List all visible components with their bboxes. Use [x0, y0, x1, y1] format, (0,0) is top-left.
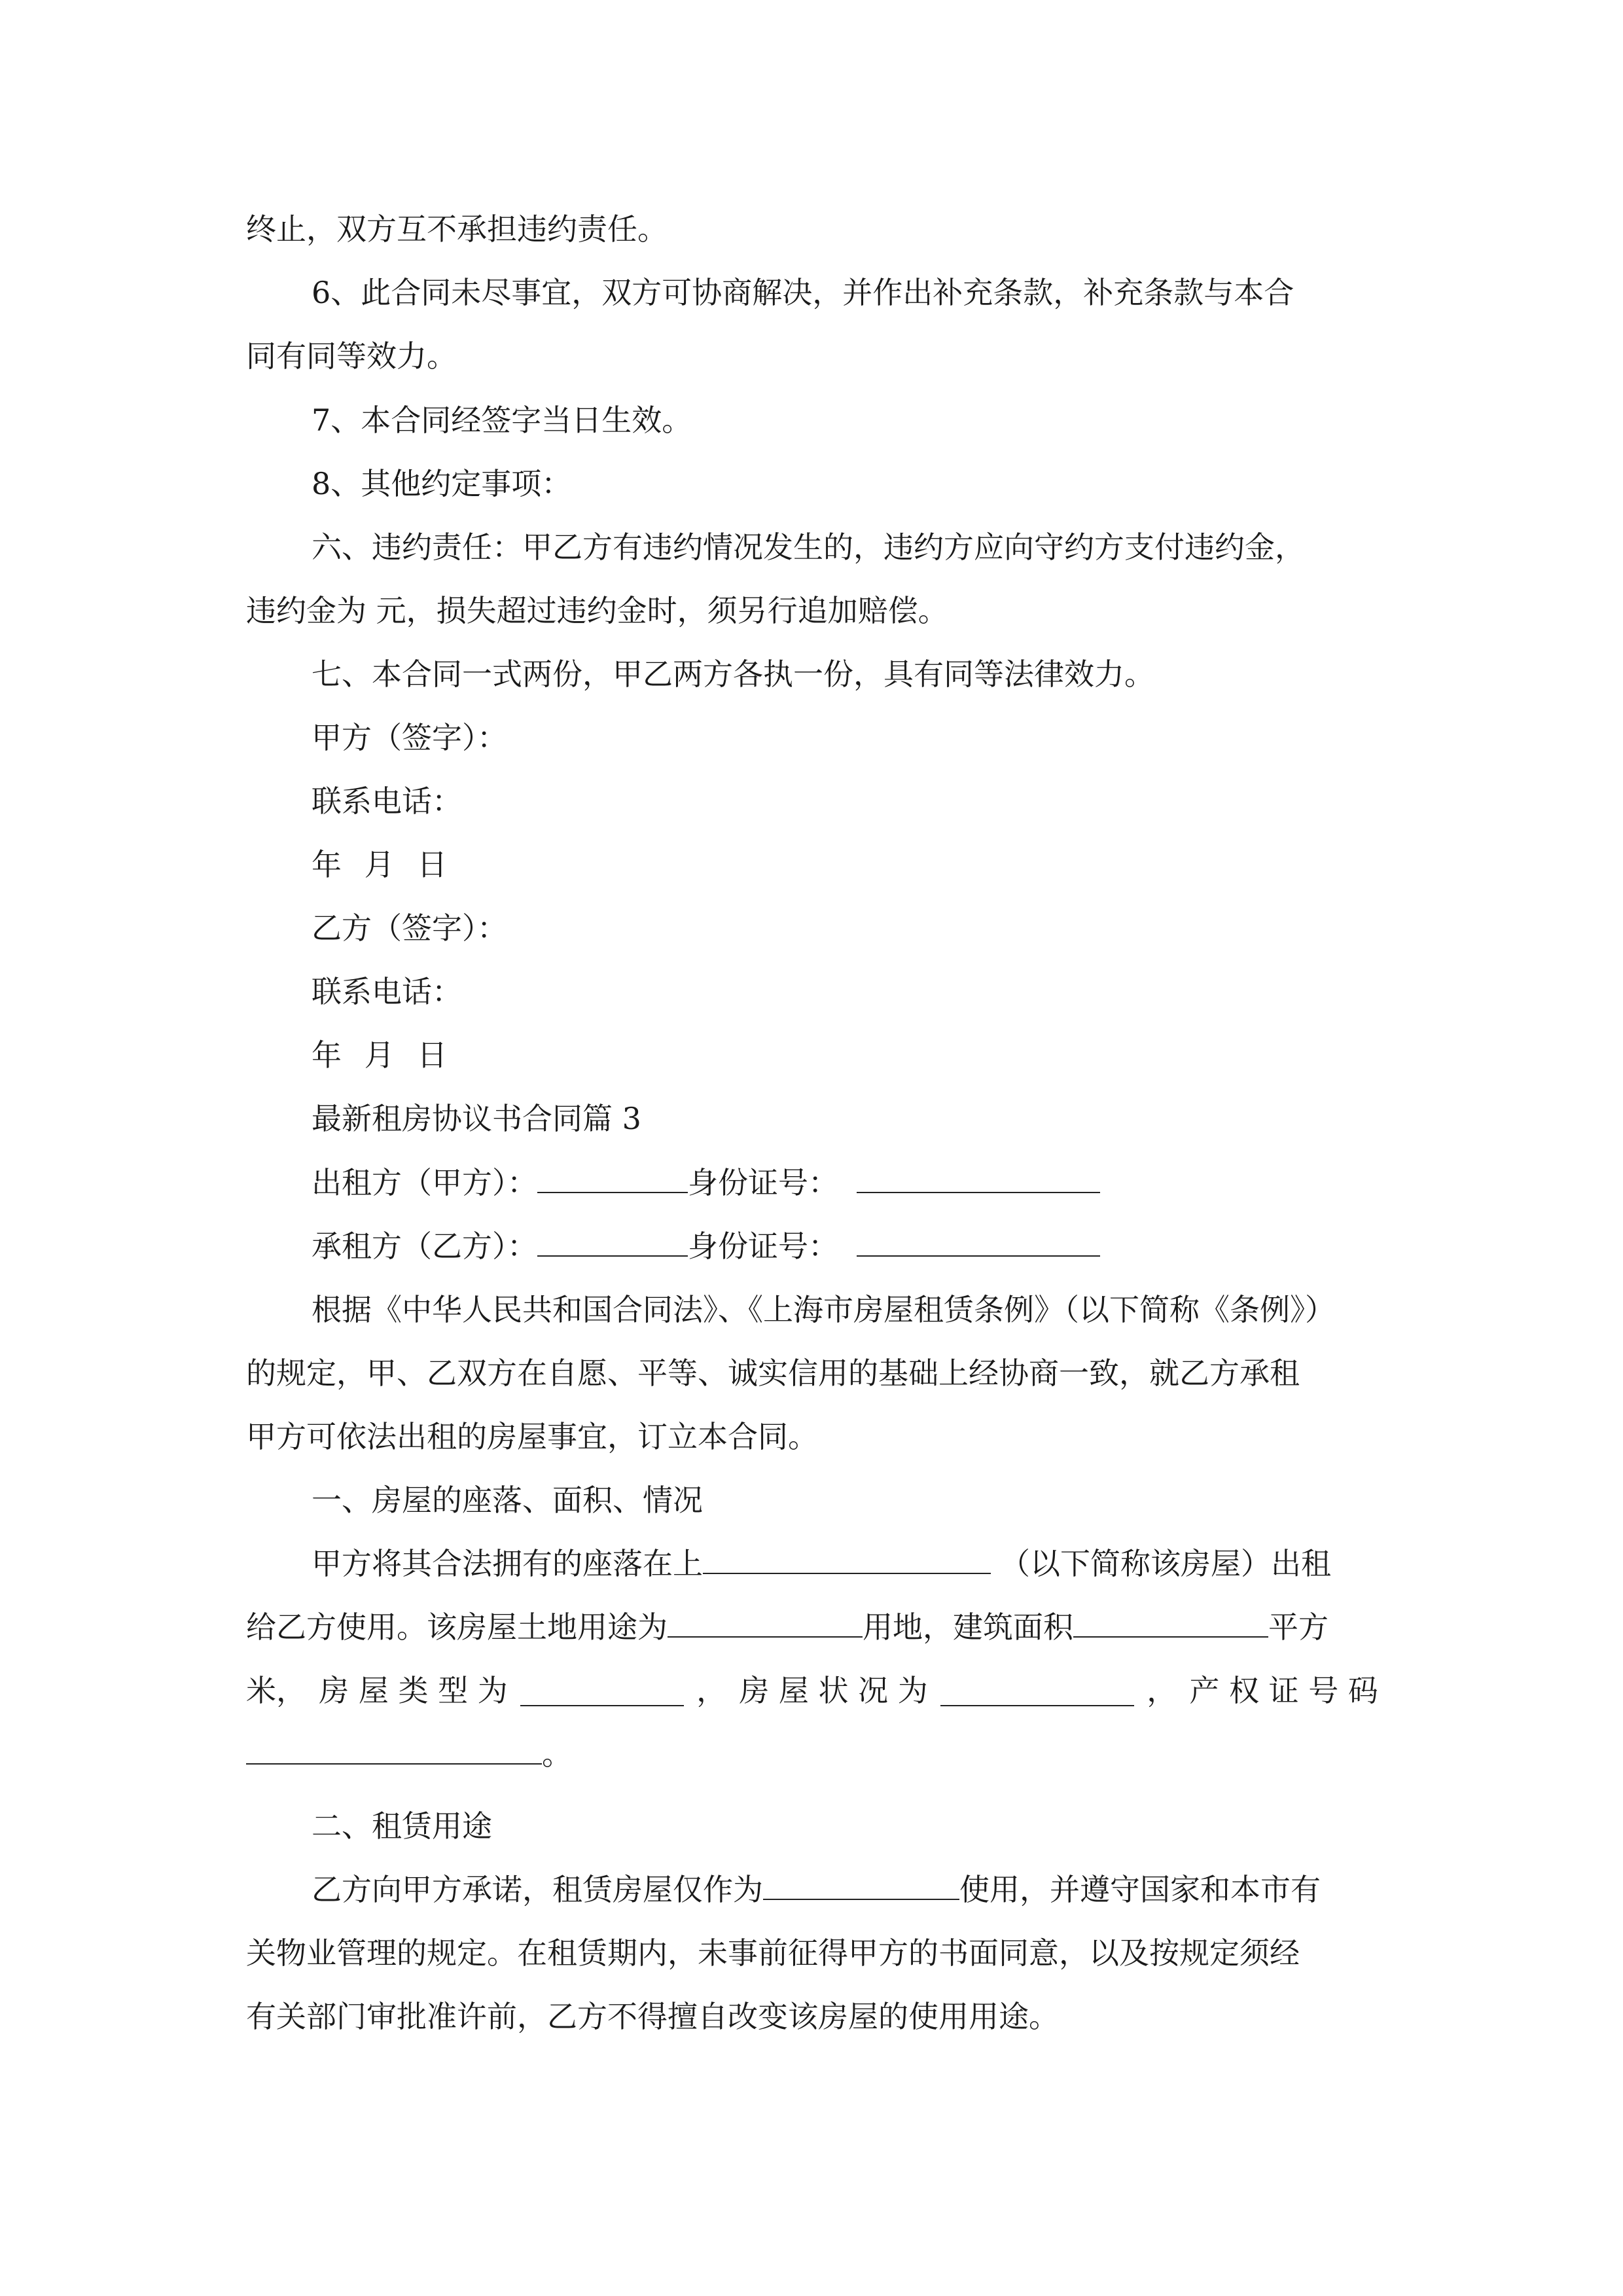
location-blank [703, 1543, 991, 1574]
paragraph-line [0, 1921, 1623, 1985]
text: ， [1147, 1673, 1177, 1708]
text: 终止，双方互不承担违约责任。 [246, 211, 668, 247]
certificate-line [0, 1722, 1623, 1786]
land-use-blank [668, 1606, 863, 1638]
text: 产 权 证 号 码 [1189, 1673, 1378, 1708]
clause-7 [0, 388, 1623, 452]
lessee-label: 承租方（乙方）： [312, 1229, 537, 1264]
text: 最新租房协议书合同篇 3 [312, 1101, 641, 1136]
text: （以下简称该房屋）出租 [1000, 1546, 1331, 1581]
text: 六、违约责任：甲乙方有违约情况发生的，违约方应向守约方支付违约金， [312, 529, 1305, 565]
text: 七、本合同一式两份，甲乙两方各执一份，具有同等法律效力。 [312, 656, 1154, 692]
property-type-line [246, 1659, 1378, 1723]
text: 二、租赁用途 [312, 1808, 492, 1844]
lessee-id-blank [857, 1225, 1100, 1257]
property-use-line [0, 1595, 1623, 1659]
text: ， [696, 1673, 727, 1708]
lessor-line [0, 1151, 1623, 1215]
text: 的规定，甲、乙双方在自愿、平等、诚实信用的基础上经协商一致，就乙方承租 [246, 1355, 1300, 1391]
section-7-heading [0, 642, 1623, 706]
text: 联系电话： [312, 783, 462, 819]
party-a-phone-label [0, 769, 1623, 833]
paragraph-line [0, 579, 1623, 643]
paragraph-line [0, 1341, 1623, 1405]
text: 8、其他约定事项： [312, 466, 572, 501]
party-b-signature-label [0, 896, 1623, 960]
text: 违约金为 元，损失超过违约金时，须另行追加赔偿。 [246, 593, 948, 628]
lessor-id-blank [857, 1162, 1100, 1193]
clause-6 [0, 260, 1623, 325]
text: 房 屋 类 型 为 [319, 1673, 508, 1708]
text: 6、此合同未尽事宜，双方可协商解决，并作出补充条款，补充条款与本合 [312, 275, 1294, 310]
text: 使用，并遵守国家和本市有 [959, 1872, 1321, 1907]
text: 给乙方使用。该房屋土地用途为 [246, 1609, 668, 1645]
certificate-number-blank [246, 1733, 542, 1765]
text: 有关部门审批准许前，乙方不得擅自改变该房屋的使用用途。 [246, 1999, 1059, 2034]
preamble-line [0, 1278, 1623, 1342]
text: 7、本合同经签字当日生效。 [312, 403, 692, 438]
paragraph-line [0, 197, 1623, 261]
text: 同有同等效力。 [246, 338, 457, 374]
text: 平方 [1268, 1609, 1329, 1645]
paragraph-line [0, 1405, 1623, 1469]
lessee-blank [537, 1225, 688, 1257]
text: 联系电话： [312, 974, 462, 1009]
text: 甲方可依法出租的房屋事宜，订立本合同。 [246, 1419, 818, 1454]
party-b-date-label [0, 1023, 1623, 1087]
house-condition-blank [940, 1675, 1134, 1706]
lessor-label: 出租方（甲方）： [312, 1165, 537, 1200]
text: 。 [542, 1736, 572, 1772]
paragraph-line [0, 324, 1623, 388]
lease-use-line [0, 1857, 1623, 1922]
text: 乙方（签字）： [312, 910, 507, 946]
id-number-label: 身份证号： [688, 1229, 838, 1264]
section-6-heading [0, 515, 1623, 579]
text: 用地，建筑面积 [863, 1609, 1073, 1645]
text: 年 月 日 [312, 847, 448, 882]
section-title [0, 1086, 1623, 1151]
text: 关物业管理的规定。在租赁期内，未事前征得甲方的书面同意，以及按规定须经 [246, 1935, 1300, 1971]
area-blank [1073, 1606, 1268, 1638]
text: 甲方将其合法拥有的座落在上 [312, 1546, 703, 1581]
house-type-blank [520, 1675, 684, 1706]
text: 房 屋 状 况 为 [739, 1673, 928, 1708]
property-location-line [0, 1532, 1623, 1596]
text: 年 月 日 [312, 1037, 448, 1073]
id-number-label: 身份证号： [688, 1165, 838, 1200]
text: 甲方（签字）： [312, 720, 507, 755]
lease-use-blank [763, 1869, 959, 1900]
text: 根据《中华人民共和国合同法》、《上海市房屋租赁条例》（以下简称《条例》） [312, 1292, 1335, 1327]
text: 一、房屋的座落、面积、情况 [312, 1482, 703, 1518]
clause-8 [0, 452, 1623, 516]
party-a-date-label [0, 833, 1623, 897]
party-b-phone-label [0, 960, 1623, 1024]
lessor-blank [537, 1162, 688, 1193]
lessee-line [0, 1214, 1623, 1278]
text: 乙方向甲方承诺，租赁房屋仅作为 [312, 1872, 763, 1907]
paragraph-line [0, 1984, 1623, 2049]
party-a-signature-label [0, 706, 1623, 770]
text: 米， [246, 1673, 306, 1708]
article-2-heading [0, 1794, 1623, 1858]
article-1-heading [0, 1468, 1623, 1532]
